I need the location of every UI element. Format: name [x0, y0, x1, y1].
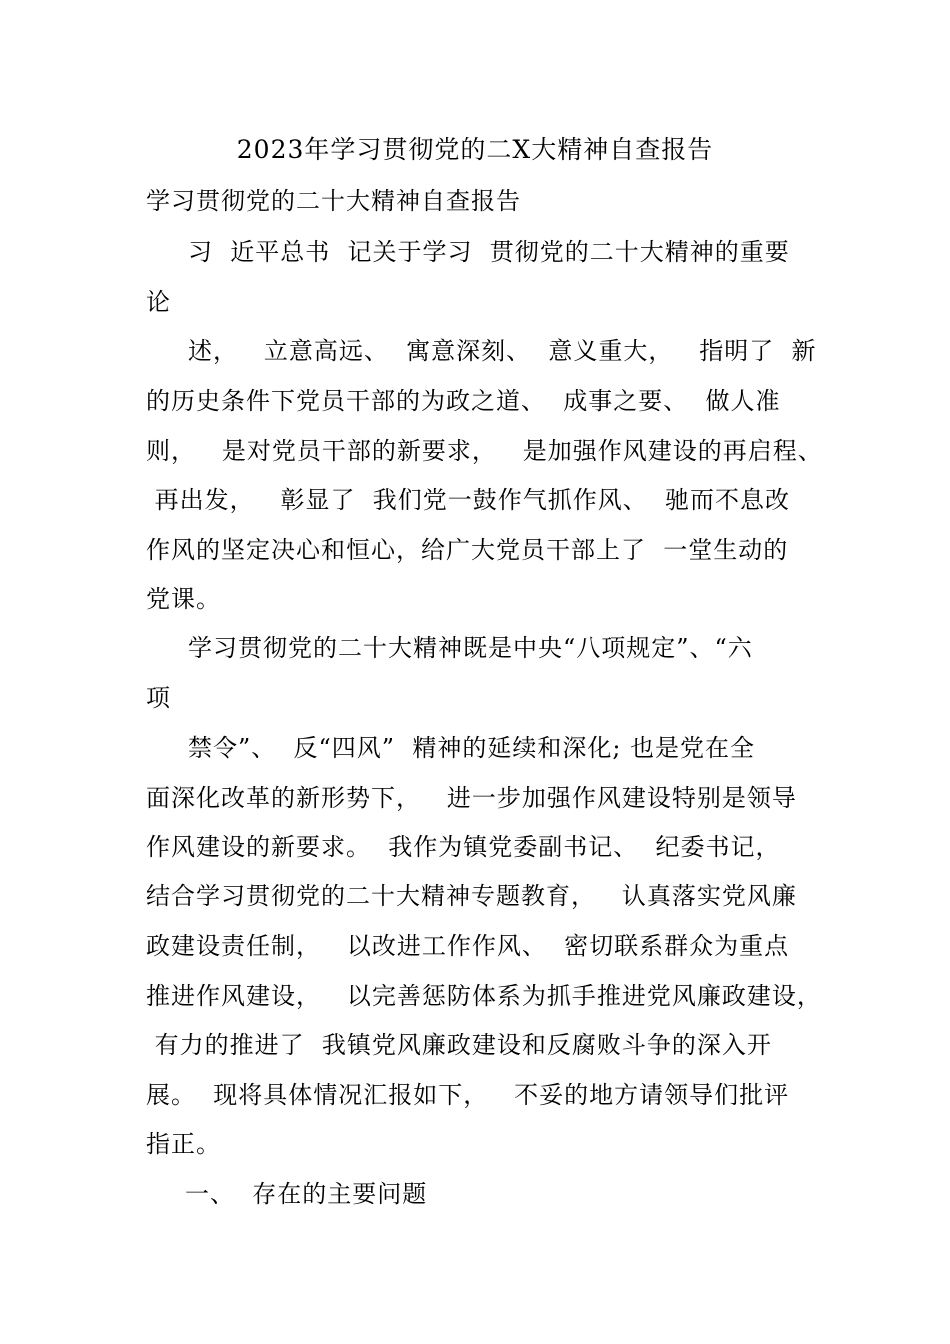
paragraph-line: 禁令”、 反“四风” 精神的延续和深化; 也是党在全 [188, 734, 756, 762]
paragraph-line: 作风的坚定决心和恒心，给广大党员干部上了 一堂生动的 [146, 536, 789, 564]
paragraph-line: 再出发， 彰显了 我们党一鼓作气抓作风、 驰而不息改 [146, 486, 791, 514]
paragraph-line: 述， 立意高远、 寓意深刻、 意义重大， 指明了 新 [188, 337, 817, 365]
paragraph-line: 指正。 [146, 1130, 221, 1158]
paragraph-line: 面深化改革的新形势下， 进一步加强作风建设特别是领导 [146, 784, 797, 812]
paragraph-line: 论 [146, 288, 171, 316]
paragraph-line: 习 近平总书 记关于学习 贯彻党的二十大精神的重要 [188, 238, 790, 266]
paragraph-line: 作风建设的新要求。 我作为镇党委副书记、 纪委书记， [146, 833, 781, 861]
paragraph-line: 结合学习贯彻党的二十大精神专题教育， 认真落实党风廉 [146, 882, 797, 910]
paragraph-line: 的历史条件下党员干部的为政之道、 成事之要、 做人准 [146, 387, 781, 415]
paragraph-line: 学习贯彻党的二十大精神既是中央“八项规定”、“六 [188, 634, 753, 662]
paragraph-line: 党课。 [146, 585, 221, 613]
paragraph-line: 项 [146, 684, 171, 712]
document-title: 2023年学习贯彻党的二X大精神自查报告 [236, 135, 714, 164]
paragraph-line: 政建设责任制， 以改进工作作风、 密切联系群众为重点 [146, 932, 790, 960]
paragraph-line: 推进作风建设， 以完善惩防体系为抓手推进党风廉政建设， [146, 982, 822, 1010]
paragraph-line: 有力的推进了 我镇党风廉政建设和反腐败斗争的深入开 [146, 1031, 772, 1059]
document-subtitle: 学习贯彻党的二十大精神自查报告 [146, 187, 521, 215]
paragraph-line: 则， 是对党员干部的新要求， 是加强作风建设的再启程、 [146, 437, 823, 465]
paragraph-line: 展。 现将具体情况汇报如下， 不妥的地方请领导们批评 [146, 1081, 790, 1109]
section-heading: 一、 存在的主要问题 [185, 1180, 428, 1208]
